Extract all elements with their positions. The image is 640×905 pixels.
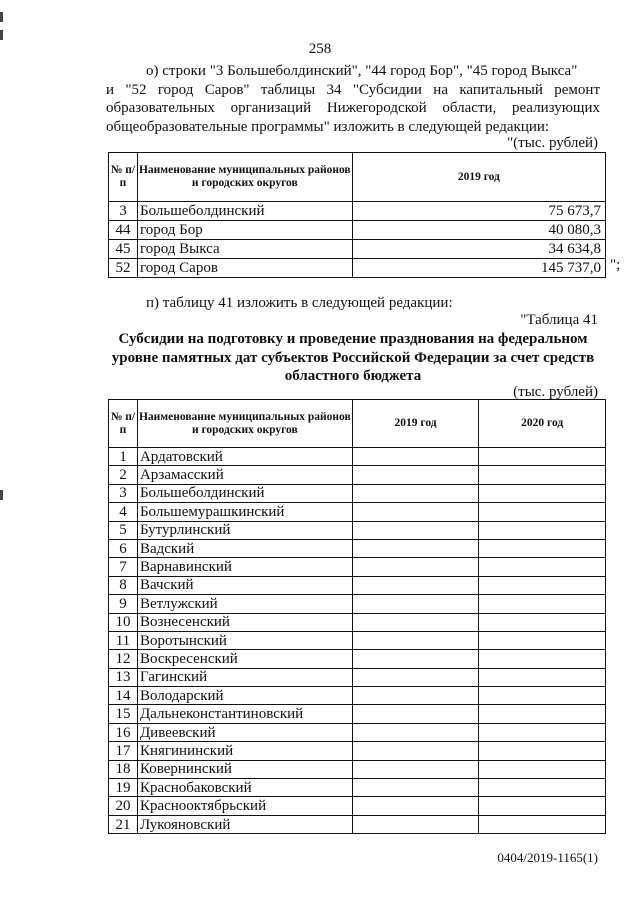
row-num: 2 bbox=[109, 466, 138, 484]
row-name: Володарский bbox=[137, 687, 352, 705]
margin-mark bbox=[0, 30, 3, 40]
row-value-2020 bbox=[479, 539, 606, 557]
row-num: 5 bbox=[109, 521, 138, 539]
row-num: 19 bbox=[109, 779, 138, 797]
row-value-2019 bbox=[352, 742, 479, 760]
header-num: № п/п bbox=[109, 400, 138, 448]
row-name: Вачский bbox=[137, 576, 352, 594]
row-name: Гагинский bbox=[137, 668, 352, 686]
table-row bbox=[109, 815, 606, 833]
row-name: Ковернинский bbox=[137, 760, 352, 778]
table-label: "Таблица 41 bbox=[520, 312, 598, 328]
row-name: Вознесенский bbox=[137, 613, 352, 631]
row-num: 12 bbox=[109, 650, 138, 668]
row-num: 11 bbox=[109, 631, 138, 649]
row-num: 17 bbox=[109, 742, 138, 760]
table-header-row bbox=[109, 400, 606, 448]
row-name: Варнавинский bbox=[137, 558, 352, 576]
row-value-2020 bbox=[479, 466, 606, 484]
row-name: Княгининский bbox=[137, 742, 352, 760]
header-name: Наименование муниципальных районов и городских округов bbox=[137, 153, 352, 202]
row-value-2019: 75 673,7 bbox=[352, 202, 605, 221]
row-value-2020 bbox=[479, 484, 606, 502]
table-row bbox=[109, 779, 606, 797]
row-name: Воротынский bbox=[137, 631, 352, 649]
table-row bbox=[109, 723, 606, 741]
row-num: 13 bbox=[109, 668, 138, 686]
table-row bbox=[109, 613, 606, 631]
document-code: 0404/2019-1165(1) bbox=[497, 850, 598, 865]
row-value-2019 bbox=[352, 576, 479, 594]
table-row bbox=[109, 221, 606, 240]
row-num: 15 bbox=[109, 705, 138, 723]
row-name: город Бор bbox=[137, 221, 352, 240]
row-num: 16 bbox=[109, 723, 138, 741]
row-value-2020 bbox=[479, 503, 606, 521]
table-row bbox=[109, 760, 606, 778]
table-row bbox=[109, 595, 606, 613]
row-name: Ветлужский bbox=[137, 595, 352, 613]
row-value-2019 bbox=[352, 484, 479, 502]
row-num: 3 bbox=[109, 202, 138, 221]
table2-units: (тыс. рублей) bbox=[513, 384, 598, 400]
row-name: Большеболдинский bbox=[137, 484, 352, 502]
amendment-paragraph-line1: о) строки "3 Большеболдинский", "44 город Бор", "45 город Выкса" bbox=[146, 63, 578, 79]
row-value-2019 bbox=[352, 779, 479, 797]
row-name: Лукояновский bbox=[137, 815, 352, 833]
row-value-2019 bbox=[352, 815, 479, 833]
row-name: Дальнеконстантиновский bbox=[137, 705, 352, 723]
row-num: 4 bbox=[109, 503, 138, 521]
row-value-2020 bbox=[479, 631, 606, 649]
row-value-2020 bbox=[479, 705, 606, 723]
amendment-paragraph-2: п) таблицу 41 изложить в следующей редакции: bbox=[146, 295, 453, 311]
row-num: 45 bbox=[109, 240, 138, 259]
row-name: город Саров bbox=[137, 259, 352, 278]
row-name: Вадский bbox=[137, 539, 352, 557]
row-value-2019 bbox=[352, 539, 479, 557]
table-row bbox=[109, 484, 606, 502]
row-value-2020 bbox=[479, 742, 606, 760]
table1-closing-quote: "; bbox=[610, 257, 621, 273]
row-num: 8 bbox=[109, 576, 138, 594]
row-name: Краснооктябрьский bbox=[137, 797, 352, 815]
row-name: Ардатовский bbox=[137, 448, 352, 466]
row-value-2020 bbox=[479, 779, 606, 797]
table-row bbox=[109, 503, 606, 521]
header-2019: 2019 год bbox=[352, 153, 605, 202]
row-name: город Выкса bbox=[137, 240, 352, 259]
table-row bbox=[109, 240, 606, 259]
row-num: 14 bbox=[109, 687, 138, 705]
row-value-2019 bbox=[352, 668, 479, 686]
table-row bbox=[109, 705, 606, 723]
row-num: 9 bbox=[109, 595, 138, 613]
row-num: 18 bbox=[109, 760, 138, 778]
row-value-2019 bbox=[352, 521, 479, 539]
table-34-excerpt bbox=[108, 152, 606, 278]
row-value-2019 bbox=[352, 448, 479, 466]
row-value-2020 bbox=[479, 797, 606, 815]
row-name: Арзамасский bbox=[137, 466, 352, 484]
row-value-2020 bbox=[479, 448, 606, 466]
row-num: 20 bbox=[109, 797, 138, 815]
row-name: Бутурлинский bbox=[137, 521, 352, 539]
table-header-row bbox=[109, 153, 606, 202]
row-value-2020 bbox=[479, 558, 606, 576]
row-value-2019 bbox=[352, 705, 479, 723]
row-value-2019 bbox=[352, 595, 479, 613]
row-num: 44 bbox=[109, 221, 138, 240]
amendment-paragraph bbox=[106, 62, 600, 136]
row-num: 21 bbox=[109, 815, 138, 833]
table-41 bbox=[108, 399, 606, 834]
row-value-2019 bbox=[352, 558, 479, 576]
table-row bbox=[109, 259, 606, 278]
header-name: Наименование муниципальных районов и городских округов bbox=[137, 400, 352, 448]
row-value-2019 bbox=[352, 503, 479, 521]
row-name: Дивеевский bbox=[137, 723, 352, 741]
row-value-2019 bbox=[352, 466, 479, 484]
row-value-2020 bbox=[479, 521, 606, 539]
row-num: 52 bbox=[109, 259, 138, 278]
row-num: 1 bbox=[109, 448, 138, 466]
margin-mark bbox=[0, 490, 3, 500]
table-row bbox=[109, 448, 606, 466]
table-row bbox=[109, 576, 606, 594]
row-value-2019 bbox=[352, 631, 479, 649]
page-number: 258 bbox=[308, 41, 332, 57]
table-row bbox=[109, 631, 606, 649]
table-row bbox=[109, 742, 606, 760]
row-name: Воскресенский bbox=[137, 650, 352, 668]
row-name: Большеболдинский bbox=[137, 202, 352, 221]
row-value-2019 bbox=[352, 650, 479, 668]
table-row bbox=[109, 687, 606, 705]
row-num: 7 bbox=[109, 558, 138, 576]
row-value-2020 bbox=[479, 723, 606, 741]
row-num: 3 bbox=[109, 484, 138, 502]
row-value-2019 bbox=[352, 687, 479, 705]
row-value-2020 bbox=[479, 650, 606, 668]
row-value-2020 bbox=[479, 687, 606, 705]
table-row bbox=[109, 466, 606, 484]
row-name: Краснобаковский bbox=[137, 779, 352, 797]
table-row bbox=[109, 202, 606, 221]
row-num: 10 bbox=[109, 613, 138, 631]
row-value-2020 bbox=[479, 576, 606, 594]
row-value-2020 bbox=[479, 815, 606, 833]
row-value-2019 bbox=[352, 613, 479, 631]
margin-mark bbox=[0, 12, 3, 22]
amendment-paragraph-rest: и "52 город Саров" таблицы 34 "Субсидии на капитальный ремонт образовательных организаций Нижегородской области, реализующих общеобразовательные программы" изложить в следующей редакции: bbox=[106, 81, 600, 135]
header-2020: 2020 год bbox=[479, 400, 606, 448]
row-value-2020 bbox=[479, 760, 606, 778]
row-value-2019 bbox=[352, 797, 479, 815]
row-value-2019 bbox=[352, 760, 479, 778]
table-row bbox=[109, 797, 606, 815]
table-row bbox=[109, 650, 606, 668]
row-value-2019: 40 080,3 bbox=[352, 221, 605, 240]
row-value-2019: 145 737,0 bbox=[352, 259, 605, 278]
row-value-2019 bbox=[352, 723, 479, 741]
row-value-2020 bbox=[479, 613, 606, 631]
header-2019: 2019 год bbox=[352, 400, 479, 448]
table-row bbox=[109, 521, 606, 539]
table-row bbox=[109, 558, 606, 576]
table-title: Субсидии на подготовку и проведение празднования на федеральном уровне памятных дат субъектов Российской Федерации за счет средств областного бюджета bbox=[111, 331, 595, 384]
table-row bbox=[109, 668, 606, 686]
row-value-2020 bbox=[479, 595, 606, 613]
header-num: № п/п bbox=[109, 153, 138, 202]
row-value-2019: 34 634,8 bbox=[352, 240, 605, 259]
table-row bbox=[109, 539, 606, 557]
row-num: 6 bbox=[109, 539, 138, 557]
row-name: Большемурашкинский bbox=[137, 503, 352, 521]
table1-units: "(тыс. рублей) bbox=[507, 135, 598, 151]
row-value-2020 bbox=[479, 668, 606, 686]
